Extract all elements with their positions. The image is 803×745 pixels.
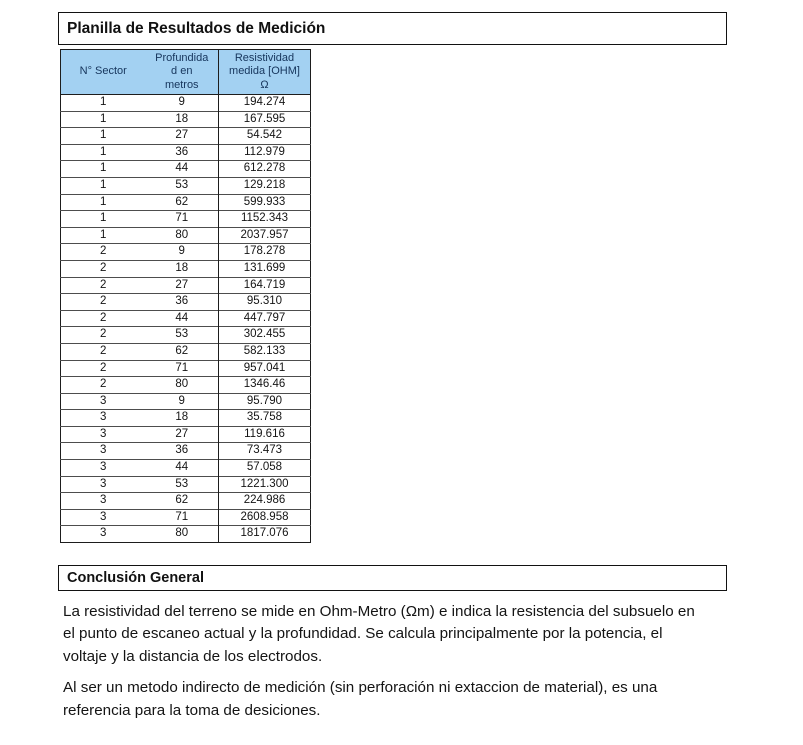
sector-cell: 1 (61, 128, 146, 145)
resistivity-cell: 224.986 (219, 493, 311, 510)
table-row (61, 111, 311, 128)
sector-cell: 2 (61, 260, 146, 277)
depth-cell: 44 (146, 460, 219, 477)
depth-cell: 80 (146, 227, 219, 244)
header-sector (61, 50, 146, 95)
depth-cell: 53 (146, 177, 219, 194)
depth-cell: 44 (146, 161, 219, 178)
resistivity-cell: 1817.076 (219, 526, 311, 543)
sector-cell: 2 (61, 244, 146, 261)
resistivity-cell: 582.133 (219, 343, 311, 360)
table-row (61, 294, 311, 311)
depth-cell: 18 (146, 111, 219, 128)
resistivity-cell: 119.616 (219, 426, 311, 443)
sector-cell: 1 (61, 194, 146, 211)
header-line: Profundida (155, 51, 209, 64)
header-line: medida [OHM] (229, 65, 300, 78)
sector-cell: 2 (61, 377, 146, 394)
resistivity-cell: 1152.343 (219, 211, 311, 228)
table-row (61, 360, 311, 377)
table-row (61, 410, 311, 427)
table-row (61, 310, 311, 327)
sector-cell: 1 (61, 177, 146, 194)
table-row (61, 493, 311, 510)
sector-cell: 2 (61, 360, 146, 377)
table-row (61, 343, 311, 360)
conclusion-heading: Conclusión General (67, 570, 204, 586)
table-row (61, 144, 311, 161)
header-depth (146, 50, 219, 95)
table-row (61, 260, 311, 277)
depth-cell: 18 (146, 260, 219, 277)
header-resistivity (219, 50, 311, 95)
depth-cell: 9 (146, 393, 219, 410)
sector-cell: 1 (61, 144, 146, 161)
sector-cell: 3 (61, 426, 146, 443)
depth-cell: 27 (146, 128, 219, 145)
depth-cell: 71 (146, 211, 219, 228)
resistivity-cell: 73.473 (219, 443, 311, 460)
resistivity-cell: 1221.300 (219, 476, 311, 493)
resistivity-cell: 35.758 (219, 410, 311, 427)
depth-cell: 36 (146, 443, 219, 460)
sector-cell: 1 (61, 211, 146, 228)
page-title: Planilla de Resultados de Medición (67, 19, 326, 37)
paragraph-line: el punto de escaneo actual y la profundidad. Se calcula principalmente por la potencia, el (63, 625, 663, 643)
depth-cell: 9 (178, 96, 185, 108)
resistivity-cell: 112.979 (219, 144, 311, 161)
sector-cell: 3 (61, 509, 146, 526)
resistivity-cell: 302.455 (219, 327, 311, 344)
resistivity-cell: 164.719 (219, 277, 311, 294)
depth-cell: 9 (146, 244, 219, 261)
resistivity-cell: 54.542 (219, 128, 311, 145)
depth-cell: 27 (146, 426, 219, 443)
depth-cell: 80 (146, 526, 219, 543)
table-row (61, 95, 311, 112)
resistivity-cell: 1346.46 (219, 377, 311, 394)
depth-cell: 53 (146, 476, 219, 493)
results-table (60, 49, 311, 543)
table-row (61, 526, 311, 543)
resistivity-cell: 957.041 (219, 360, 311, 377)
table-row (61, 194, 311, 211)
resistivity-cell: 178.278 (219, 244, 311, 261)
table-row (61, 476, 311, 493)
sector-cell: 1 (100, 96, 107, 108)
resistivity-cell: 2608.958 (219, 509, 311, 526)
table-row (61, 128, 311, 145)
header-line: N° Sector (79, 65, 127, 78)
depth-cell: 62 (146, 493, 219, 510)
depth-cell: 36 (146, 294, 219, 311)
depth-cell: 71 (146, 509, 219, 526)
paragraph-line: Al ser un metodo indirecto de medición (sin perforación ni extaccion de material), es una (63, 679, 658, 697)
paragraph-line: voltaje y la distancia de los electrodos. (63, 647, 323, 665)
table-row (61, 393, 311, 410)
table-row (61, 327, 311, 344)
resistivity-cell: 2037.957 (219, 227, 311, 244)
paragraph-line: La resistividad del terreno se mide en Ohm-Metro (Ωm) e indica la resistencia del subsuelo en (63, 603, 695, 620)
resistivity-cell: 131.699 (219, 260, 311, 277)
header-line: Ω (260, 78, 269, 91)
table-row (61, 443, 311, 460)
sector-cell: 1 (61, 111, 146, 128)
conclusion-text (63, 601, 755, 731)
header-line: d en (171, 65, 193, 78)
table-row (61, 460, 311, 477)
results-table-header (61, 50, 311, 95)
header-line: Resistividad (234, 51, 295, 64)
depth-cell: 53 (146, 327, 219, 344)
depth-cell: 27 (146, 277, 219, 294)
header-line: metros (164, 78, 199, 91)
table-row (61, 277, 311, 294)
resistivity-cell: 167.595 (219, 111, 311, 128)
sector-cell: 3 (61, 410, 146, 427)
sector-cell: 1 (61, 161, 146, 178)
sector-cell: 2 (61, 343, 146, 360)
table-row (61, 377, 311, 394)
sector-cell: 2 (61, 277, 146, 294)
conclusion-paragraph (63, 601, 755, 668)
sector-cell: 3 (61, 393, 146, 410)
depth-cell: 36 (146, 144, 219, 161)
sector-cell: 3 (61, 460, 146, 477)
resistivity-cell: 599.933 (219, 194, 311, 211)
table-row (61, 227, 311, 244)
resistivity-cell: 194.274 (219, 95, 311, 112)
depth-cell: 62 (146, 194, 219, 211)
header-row (61, 50, 311, 95)
depth-cell: 80 (146, 377, 219, 394)
results-table-body (61, 95, 311, 543)
resistivity-cell: 95.790 (219, 393, 311, 410)
sector-cell: 2 (61, 327, 146, 344)
table-row (61, 177, 311, 194)
table-row (61, 211, 311, 228)
sector-cell: 3 (61, 526, 146, 543)
sector-cell: 3 (61, 493, 146, 510)
table-row (61, 426, 311, 443)
table-row (61, 161, 311, 178)
depth-cell: 71 (146, 360, 219, 377)
resistivity-cell: 57.058 (219, 460, 311, 477)
resistivity-cell: 95.310 (219, 294, 311, 311)
resistivity-cell: 612.278 (219, 161, 311, 178)
conclusion-box (58, 565, 727, 591)
depth-cell: 44 (146, 310, 219, 327)
sector-cell: 3 (61, 476, 146, 493)
paragraph-line: referencia para la toma de desiciones. (63, 701, 321, 719)
depth-cell: 18 (146, 410, 219, 427)
table-row (61, 244, 311, 261)
resistivity-cell: 447.797 (219, 310, 311, 327)
resistivity-cell: 129.218 (219, 177, 311, 194)
sector-cell: 2 (61, 294, 146, 311)
sector-cell: 3 (61, 443, 146, 460)
depth-cell: 62 (146, 343, 219, 360)
sector-cell: 2 (61, 310, 146, 327)
sector-cell: 1 (61, 227, 146, 244)
conclusion-paragraph (63, 677, 755, 722)
table-row (61, 509, 311, 526)
title-box (58, 12, 727, 45)
